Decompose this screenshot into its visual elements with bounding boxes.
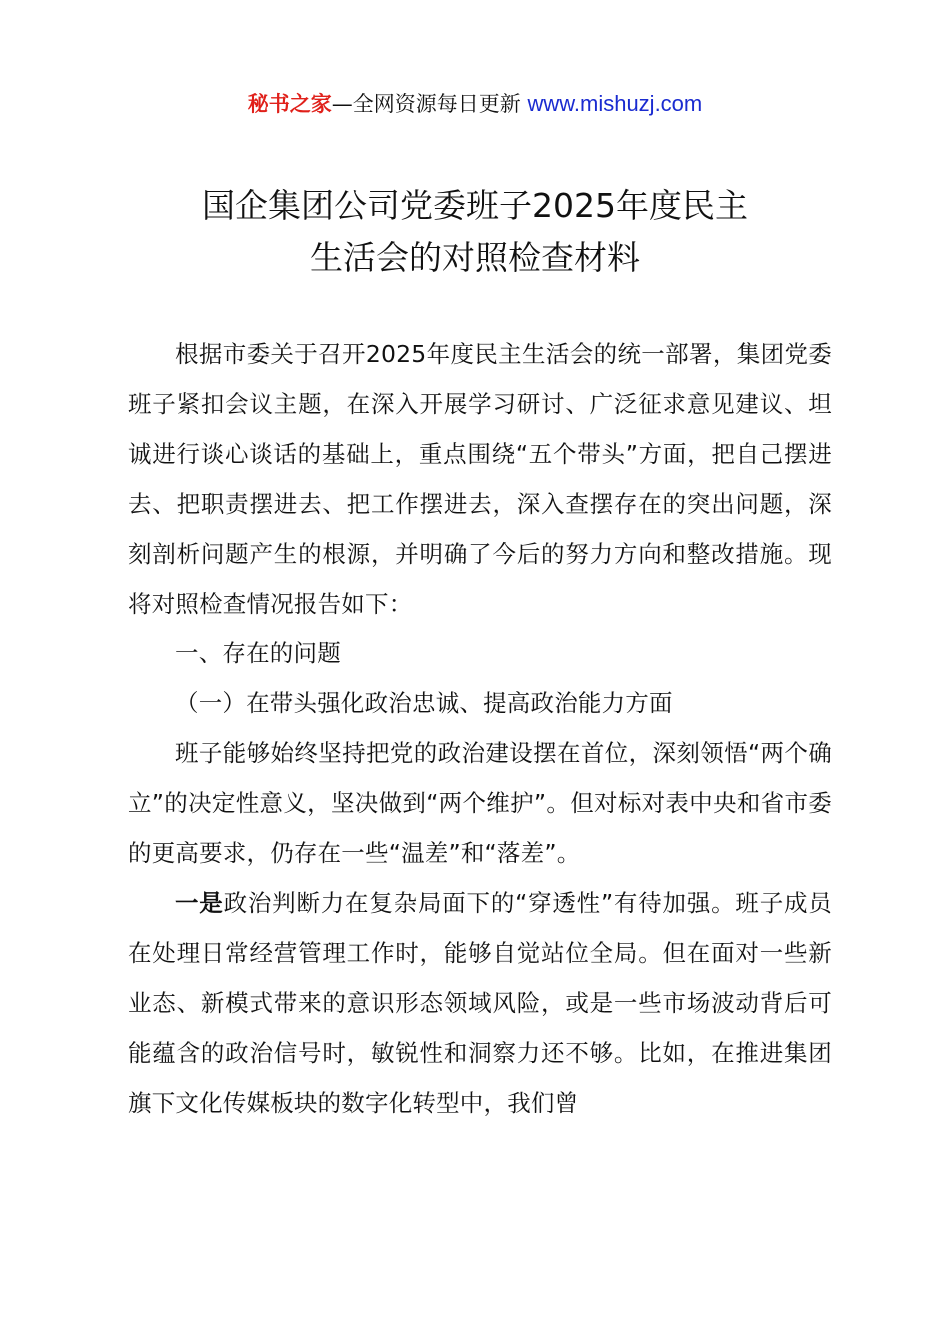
banner-tagline: —全网资源每日更新 (331, 92, 528, 116)
site-banner (0, 86, 950, 122)
point-text: 政治判断力在复杂局面下的“穿透性”有待加强。班子成员在处理日常经营管理工作时，能够自觉站位全局。但在面对一些新业态、新模式带来的意识形态领域风险，或是一些市场波动背后可能蕴含的政治信号时，敏锐性和洞察力还不够。比如，在推进集团旗下文化传媒板块的数字化转型中，我们曾 (128, 888, 832, 1117)
title-line-1: 国企集团公司党委班子2025年度民主 (202, 186, 748, 225)
site-url-link[interactable]: www.mishuzj.com (527, 91, 703, 116)
point-lead: 一是 (175, 888, 224, 917)
section-heading: 一、存在的问题 (175, 639, 341, 668)
point-paragraph (128, 879, 832, 1129)
subsection-paragraph: 班子能够始终坚持把党的政治建设摆在首位，深刻领悟“两个确立”的决定性意义，坚决做到“两个维护”。但对标对表中央和省市委的更高要求，仍存在一些“温差”和“落差”。 (128, 739, 832, 868)
brand-name: 秘书之家 (247, 92, 332, 116)
document-title (0, 180, 950, 284)
document-body (128, 330, 832, 1129)
intro-paragraph: 根据市委关于召开2025年度民主生活会的统一部署，集团党委班子紧扣会议主题，在深入开展学习研讨、广泛征求意见建议、坦诚进行谈心谈话的基础上，重点围绕“五个带头”方面，把自己摆进去、把职责摆进去、把工作摆进去，深入查摆存在的突出问题，深刻剖析问题产生的根源，并明确了今后的努力方向和整改措施。现将对照检查情况报告如下： (128, 340, 832, 618)
subsection-heading: （一）在带头强化政治忠诚、提高政治能力方面 (175, 689, 673, 718)
title-line-2: 生活会的对照检查材料 (310, 238, 640, 277)
